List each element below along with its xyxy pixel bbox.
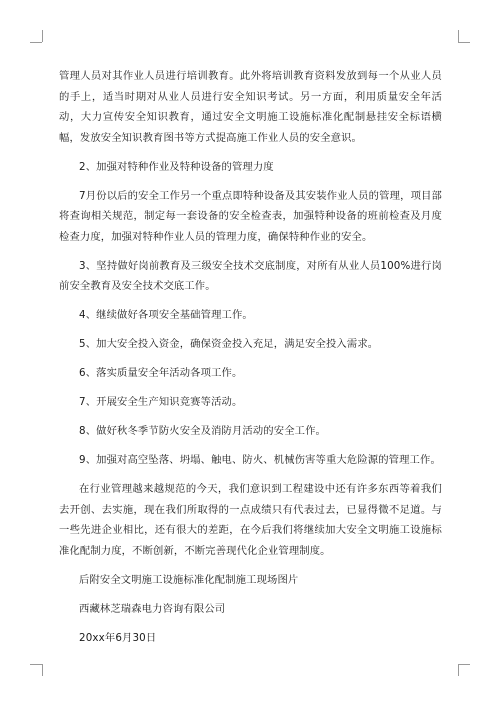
paragraph-item-7: 7、开展安全生产知识竞赛等活动。 — [79, 396, 243, 408]
crop-mark-top-left-vertical — [42, 30, 43, 42]
paragraph-item-5: 5、加大安全投入资金，确保资金投入充足，满足安全投入需求。 — [79, 338, 379, 350]
paragraph-item-8: 8、做好秋冬季节防火安全及消防月活动的安全工作。 — [79, 425, 326, 437]
crop-mark-top-right-vertical — [458, 30, 459, 42]
paragraph-attachment-note: 后附安全文明施工设施标准化配制施工现场图片 — [79, 573, 299, 586]
paragraph-conclusion: 在行业管理越来越规范的今天，我们意识到工程建设中还有许多东西等着我们去开创、去实施，现在我们所取得的一点成绩只有代表过去，已显得微不足道。与一些先进企业相比，还有很大的差距，在今后我们将继续加大安全文明施工设施标准化配制力度，不断创新，不断完善现代化企业管理制度。 — [59, 483, 442, 557]
crop-mark-top-right-horizontal — [458, 42, 470, 43]
document-body — [59, 66, 442, 657]
paragraph-heading-2: 2、加强对特种作业及特种设备的管理力度 — [79, 160, 274, 173]
crop-mark-bottom-right-horizontal — [458, 664, 470, 665]
document-date: 20xx年6月30日 — [79, 631, 157, 644]
crop-mark-bottom-left-vertical — [42, 664, 43, 676]
crop-mark-top-left-horizontal — [30, 42, 42, 43]
paragraph-training-continuation: 管理人员对其作业人员进行培训教育。此外将培训教育资料发放到每一个从业人员的手上，适当时期对从业人员进行安全知识考试。另一方面，利用质量安全年活动，大力宣传安全知识教育，通过安全文明施工设施标准化配制悬挂安全标语横幅，发放安全知识教育图书等方式提高施工作业人员的安全意识。 — [59, 70, 442, 144]
paragraph-item-4: 4、继续做好各项安全基础管理工作。 — [79, 309, 253, 321]
paragraph-item-6: 6、落实质量安全年活动各项工作。 — [79, 367, 243, 379]
crop-mark-bottom-left-horizontal — [30, 664, 42, 665]
paragraph-special-equipment: 7月份以后的安全工作另一个重点即特种设备及其安装作业人员的管理，项目部将查询相关规范，制定每一套设备的安全检查表，加强特种设备的班前检查及月度检查力度，加强对特种作业人员的管理力度，确保特种作业的安全。 — [59, 189, 442, 243]
company-name: 西藏林芝瑞森电力咨询有限公司 — [79, 602, 226, 615]
crop-mark-bottom-right-vertical — [458, 664, 459, 676]
paragraph-item-3: 3、坚持做好岗前教育及三级安全技术交底制度，对所有从业人员100%进行岗前安全教育及安全技术交底工作。 — [59, 259, 442, 292]
paragraph-item-9: 9、加强对高空坠落、坍塌、触电、防火、机械伤害等重大危险源的管理工作。 — [79, 454, 441, 466]
